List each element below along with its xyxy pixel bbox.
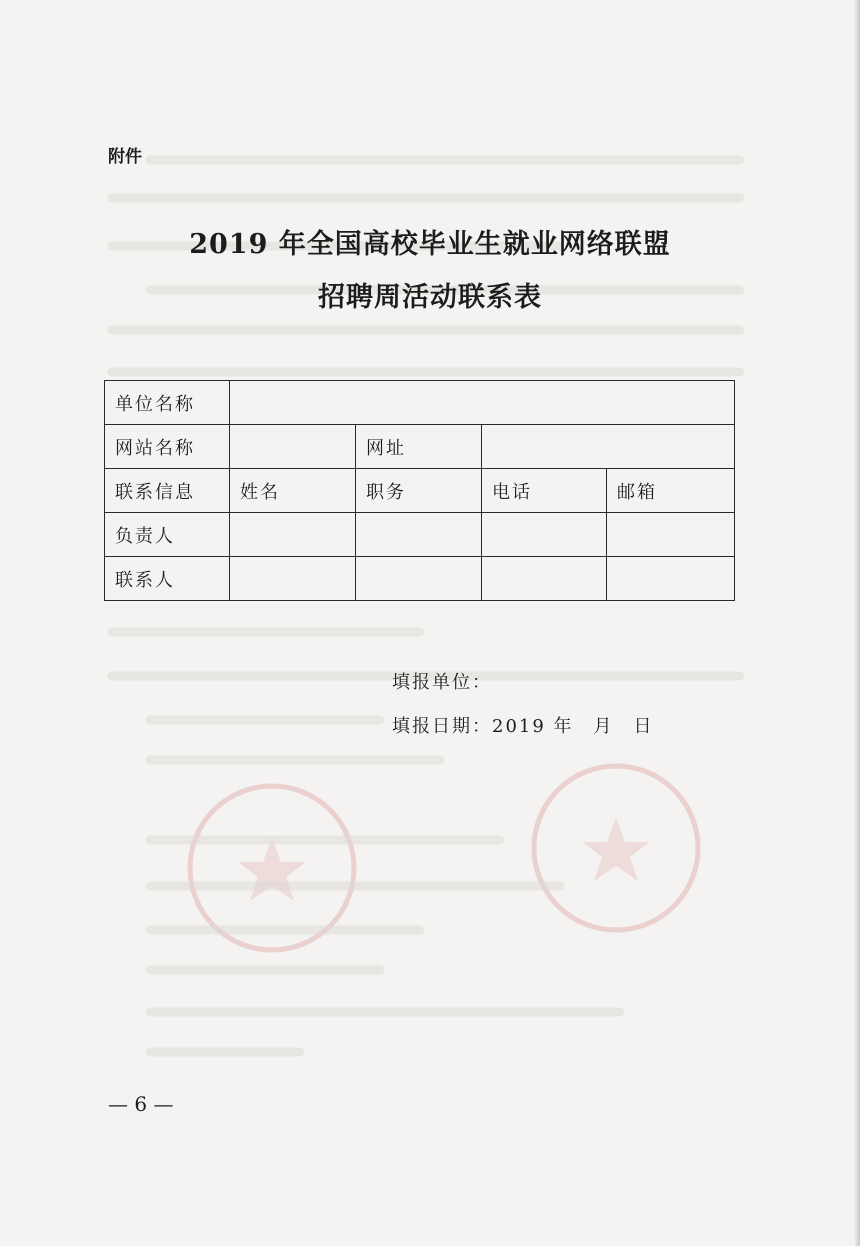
responsible-person-label: 负责人 <box>105 513 230 557</box>
table-row <box>105 513 735 557</box>
contact-person-label: 联系人 <box>105 557 230 601</box>
contact-info-label: 联系信息 <box>105 469 230 513</box>
document-title: 2019 年全国高校毕业生就业网络联盟 <box>189 229 671 260</box>
contact-position-field[interactable] <box>356 557 482 601</box>
responsible-phone-field[interactable] <box>482 513 607 557</box>
fill-unit-label: 填报单位： <box>392 672 492 693</box>
contact-email-field[interactable] <box>607 557 735 601</box>
attachment-label: 附件 <box>108 147 142 167</box>
contact-name-field[interactable] <box>230 557 356 601</box>
page-edge-shadow <box>854 0 860 1246</box>
table-row <box>105 557 735 601</box>
url-field[interactable] <box>482 425 735 469</box>
org-name-label: 单位名称 <box>105 381 230 425</box>
email-column-header: 邮箱 <box>607 469 735 513</box>
name-column-header: 姓名 <box>230 469 356 513</box>
table-row <box>105 469 735 513</box>
site-name-field[interactable] <box>230 425 356 469</box>
responsible-name-field[interactable] <box>230 513 356 557</box>
phone-column-header: 电话 <box>482 469 607 513</box>
contact-form-table <box>104 380 735 601</box>
document-subtitle: 招聘周活动联系表 <box>318 282 542 313</box>
org-name-field[interactable] <box>230 381 735 425</box>
url-label: 网址 <box>356 425 482 469</box>
table-row <box>105 425 735 469</box>
responsible-position-field[interactable] <box>356 513 482 557</box>
fill-date-label: 填报日期：2019 年 月 日 <box>392 716 654 737</box>
responsible-email-field[interactable] <box>607 513 735 557</box>
contact-phone-field[interactable] <box>482 557 607 601</box>
page-number: — 6 — <box>108 1092 174 1116</box>
site-name-label: 网站名称 <box>105 425 230 469</box>
position-column-header: 职务 <box>356 469 482 513</box>
table-row <box>105 381 735 425</box>
